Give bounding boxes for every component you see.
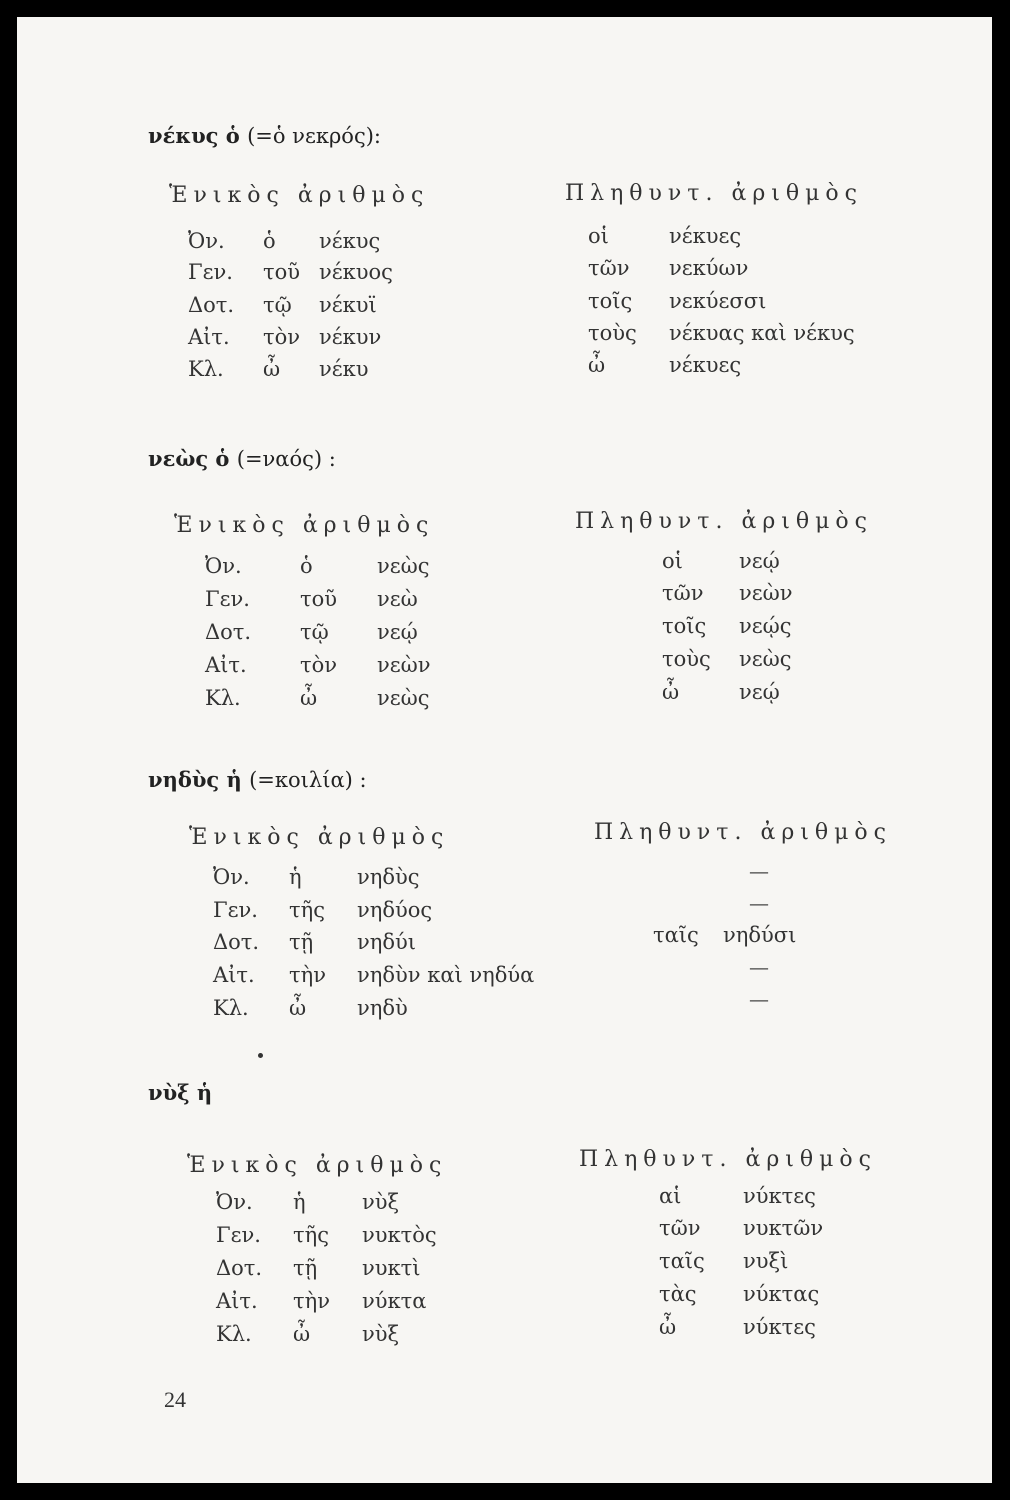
lemma-heading	[148, 767, 367, 792]
case-label: Δοτ.	[216, 1256, 263, 1280]
article: τὰς	[659, 1282, 697, 1306]
noun-form: νέκυας καὶ νέκυς	[669, 321, 855, 345]
noun-form: νεκύων	[669, 256, 749, 280]
lemma-word: νέκυς ὁ	[148, 123, 240, 148]
noun-form: νυκτῶν	[743, 1216, 824, 1240]
noun-form: νεὼς	[377, 686, 430, 710]
noun-form: νεῴς	[739, 614, 792, 638]
noun-form: νύκτες	[743, 1315, 816, 1339]
noun-form: νεκύεσσι	[669, 289, 767, 313]
noun-form: νέκυς	[319, 229, 381, 253]
noun-form: νέκυες	[669, 224, 742, 248]
plural-empty-dash: —	[749, 859, 769, 883]
lemma-heading	[148, 446, 336, 471]
noun-form: νύκτα	[362, 1289, 427, 1313]
article: ὦ	[659, 1315, 677, 1339]
lemma-word: νεὼς ὁ	[148, 446, 230, 471]
singular-header: Ἑνικὸς ἀριθμὸς	[189, 825, 450, 850]
case-label: Κλ.	[216, 1322, 252, 1346]
plural-empty-dash: —	[749, 891, 769, 915]
case-label: Αἰτ.	[213, 963, 255, 987]
noun-form: νέκυ	[319, 357, 369, 381]
article: αἱ	[659, 1184, 682, 1208]
singular-header: Ἑνικὸς ἀριθμὸς	[174, 513, 435, 538]
case-label: Γεν.	[205, 587, 250, 611]
article: ὦ	[300, 686, 318, 710]
stray-dot	[258, 1053, 263, 1058]
lemma-gloss: (=ὁ νεκρός):	[247, 124, 381, 148]
article: τῶν	[588, 256, 630, 280]
case-label: Ὀν.	[216, 1190, 253, 1214]
article: ἡ	[289, 865, 302, 889]
article: ὁ	[300, 554, 313, 578]
case-label: Αἰτ.	[216, 1289, 258, 1313]
lemma-gloss: (=ναός) :	[236, 447, 336, 471]
article: τῆς	[289, 898, 325, 922]
case-label: Αἰτ.	[205, 653, 247, 677]
noun-form: νύκτες	[743, 1184, 816, 1208]
article: τῆς	[293, 1223, 329, 1247]
plural-header: Πληθυντ. ἀριθμὸς	[565, 181, 863, 206]
plural-header: Πληθυντ. ἀριθμὸς	[579, 1147, 877, 1172]
case-label: Ὀν.	[205, 554, 242, 578]
noun-form: νηδύος	[357, 898, 433, 922]
article: ὦ	[289, 996, 307, 1020]
plural-header: Πληθυντ. ἀριθμὸς	[594, 820, 892, 845]
article: τὸν	[263, 325, 301, 349]
noun-form: νεῴ	[739, 549, 780, 573]
article: τοῖς	[662, 614, 707, 638]
article: τοὺς	[588, 321, 637, 345]
article: τῶν	[662, 581, 704, 605]
noun-form: νέκυν	[319, 325, 382, 349]
article: τὴν	[289, 963, 326, 987]
noun-form: νηδύσι	[723, 923, 797, 947]
case-label: Γεν.	[216, 1223, 261, 1247]
article: ταῖς	[659, 1249, 705, 1273]
article: ὦ	[588, 353, 606, 377]
case-label: Δοτ.	[213, 930, 260, 954]
singular-header: Ἑνικὸς ἀριθμὸς	[169, 183, 430, 208]
noun-form: νεὼν	[739, 581, 793, 605]
article: τῷ	[263, 293, 292, 317]
article: τοὺς	[662, 647, 711, 671]
book-page	[17, 17, 992, 1483]
lemma-heading	[148, 123, 381, 148]
lemma-heading	[148, 1080, 212, 1105]
noun-form: νεῴ	[377, 620, 418, 644]
noun-form: νηδύι	[357, 930, 416, 954]
plural-empty-dash: —	[749, 955, 769, 979]
noun-form: νυκτὶ	[362, 1256, 421, 1280]
case-label: Δοτ.	[205, 620, 252, 644]
lemma-gloss: (=κοιλία) :	[249, 768, 367, 792]
lemma-word: νηδὺς ἡ	[148, 767, 242, 792]
case-label: Κλ.	[213, 996, 249, 1020]
noun-form: νεὼ	[377, 587, 418, 611]
article: ἡ	[293, 1190, 306, 1214]
article: τῇ	[293, 1256, 318, 1280]
case-label: Ὀν.	[213, 865, 250, 889]
noun-form: νυκτὸς	[362, 1223, 437, 1247]
noun-form: νεὼς	[377, 554, 430, 578]
article: τοῖς	[588, 289, 633, 313]
noun-form: νεὼν	[377, 653, 431, 677]
noun-form: νέκυϊ	[319, 293, 377, 317]
article: τοῦ	[263, 260, 301, 284]
noun-form: νηδὺς	[357, 865, 420, 889]
article: ὦ	[263, 357, 281, 381]
page-number: 24	[164, 1387, 186, 1412]
singular-header: Ἑνικὸς ἀριθμὸς	[187, 1153, 448, 1178]
noun-form: νεὼς	[739, 647, 792, 671]
case-label: Γεν.	[213, 898, 258, 922]
noun-form: νέκυος	[319, 260, 393, 284]
noun-form: νυξὶ	[743, 1249, 789, 1273]
article: οἱ	[662, 549, 683, 573]
article: τῶν	[659, 1216, 701, 1240]
case-label: Κλ.	[205, 686, 241, 710]
article: ταῖς	[653, 923, 699, 947]
article: τὸν	[300, 653, 338, 677]
case-label: Αἰτ.	[188, 325, 230, 349]
article: τοῦ	[300, 587, 338, 611]
case-label: Γεν.	[188, 260, 233, 284]
plural-header: Πληθυντ. ἀριθμὸς	[575, 509, 873, 534]
noun-form: νέκυες	[669, 353, 742, 377]
article: τῷ	[300, 620, 329, 644]
article: ὁ	[263, 229, 276, 253]
noun-form: νὺξ	[362, 1322, 400, 1346]
noun-form: νύκτας	[743, 1282, 820, 1306]
noun-form: νηδὺν καὶ νηδύα	[357, 963, 535, 987]
case-label: Κλ.	[188, 357, 224, 381]
plural-empty-dash: —	[749, 987, 769, 1011]
lemma-word: νὺξ ἡ	[148, 1080, 213, 1105]
noun-form: νὺξ	[362, 1190, 400, 1214]
case-label: Ὀν.	[188, 229, 225, 253]
case-label: Δοτ.	[188, 293, 235, 317]
article: ὦ	[293, 1322, 311, 1346]
article: τῇ	[289, 930, 314, 954]
noun-form: νηδὺ	[357, 996, 408, 1020]
noun-form: νεῴ	[739, 680, 780, 704]
article: ὦ	[662, 680, 680, 704]
article: τὴν	[293, 1289, 330, 1313]
article: οἱ	[588, 224, 609, 248]
